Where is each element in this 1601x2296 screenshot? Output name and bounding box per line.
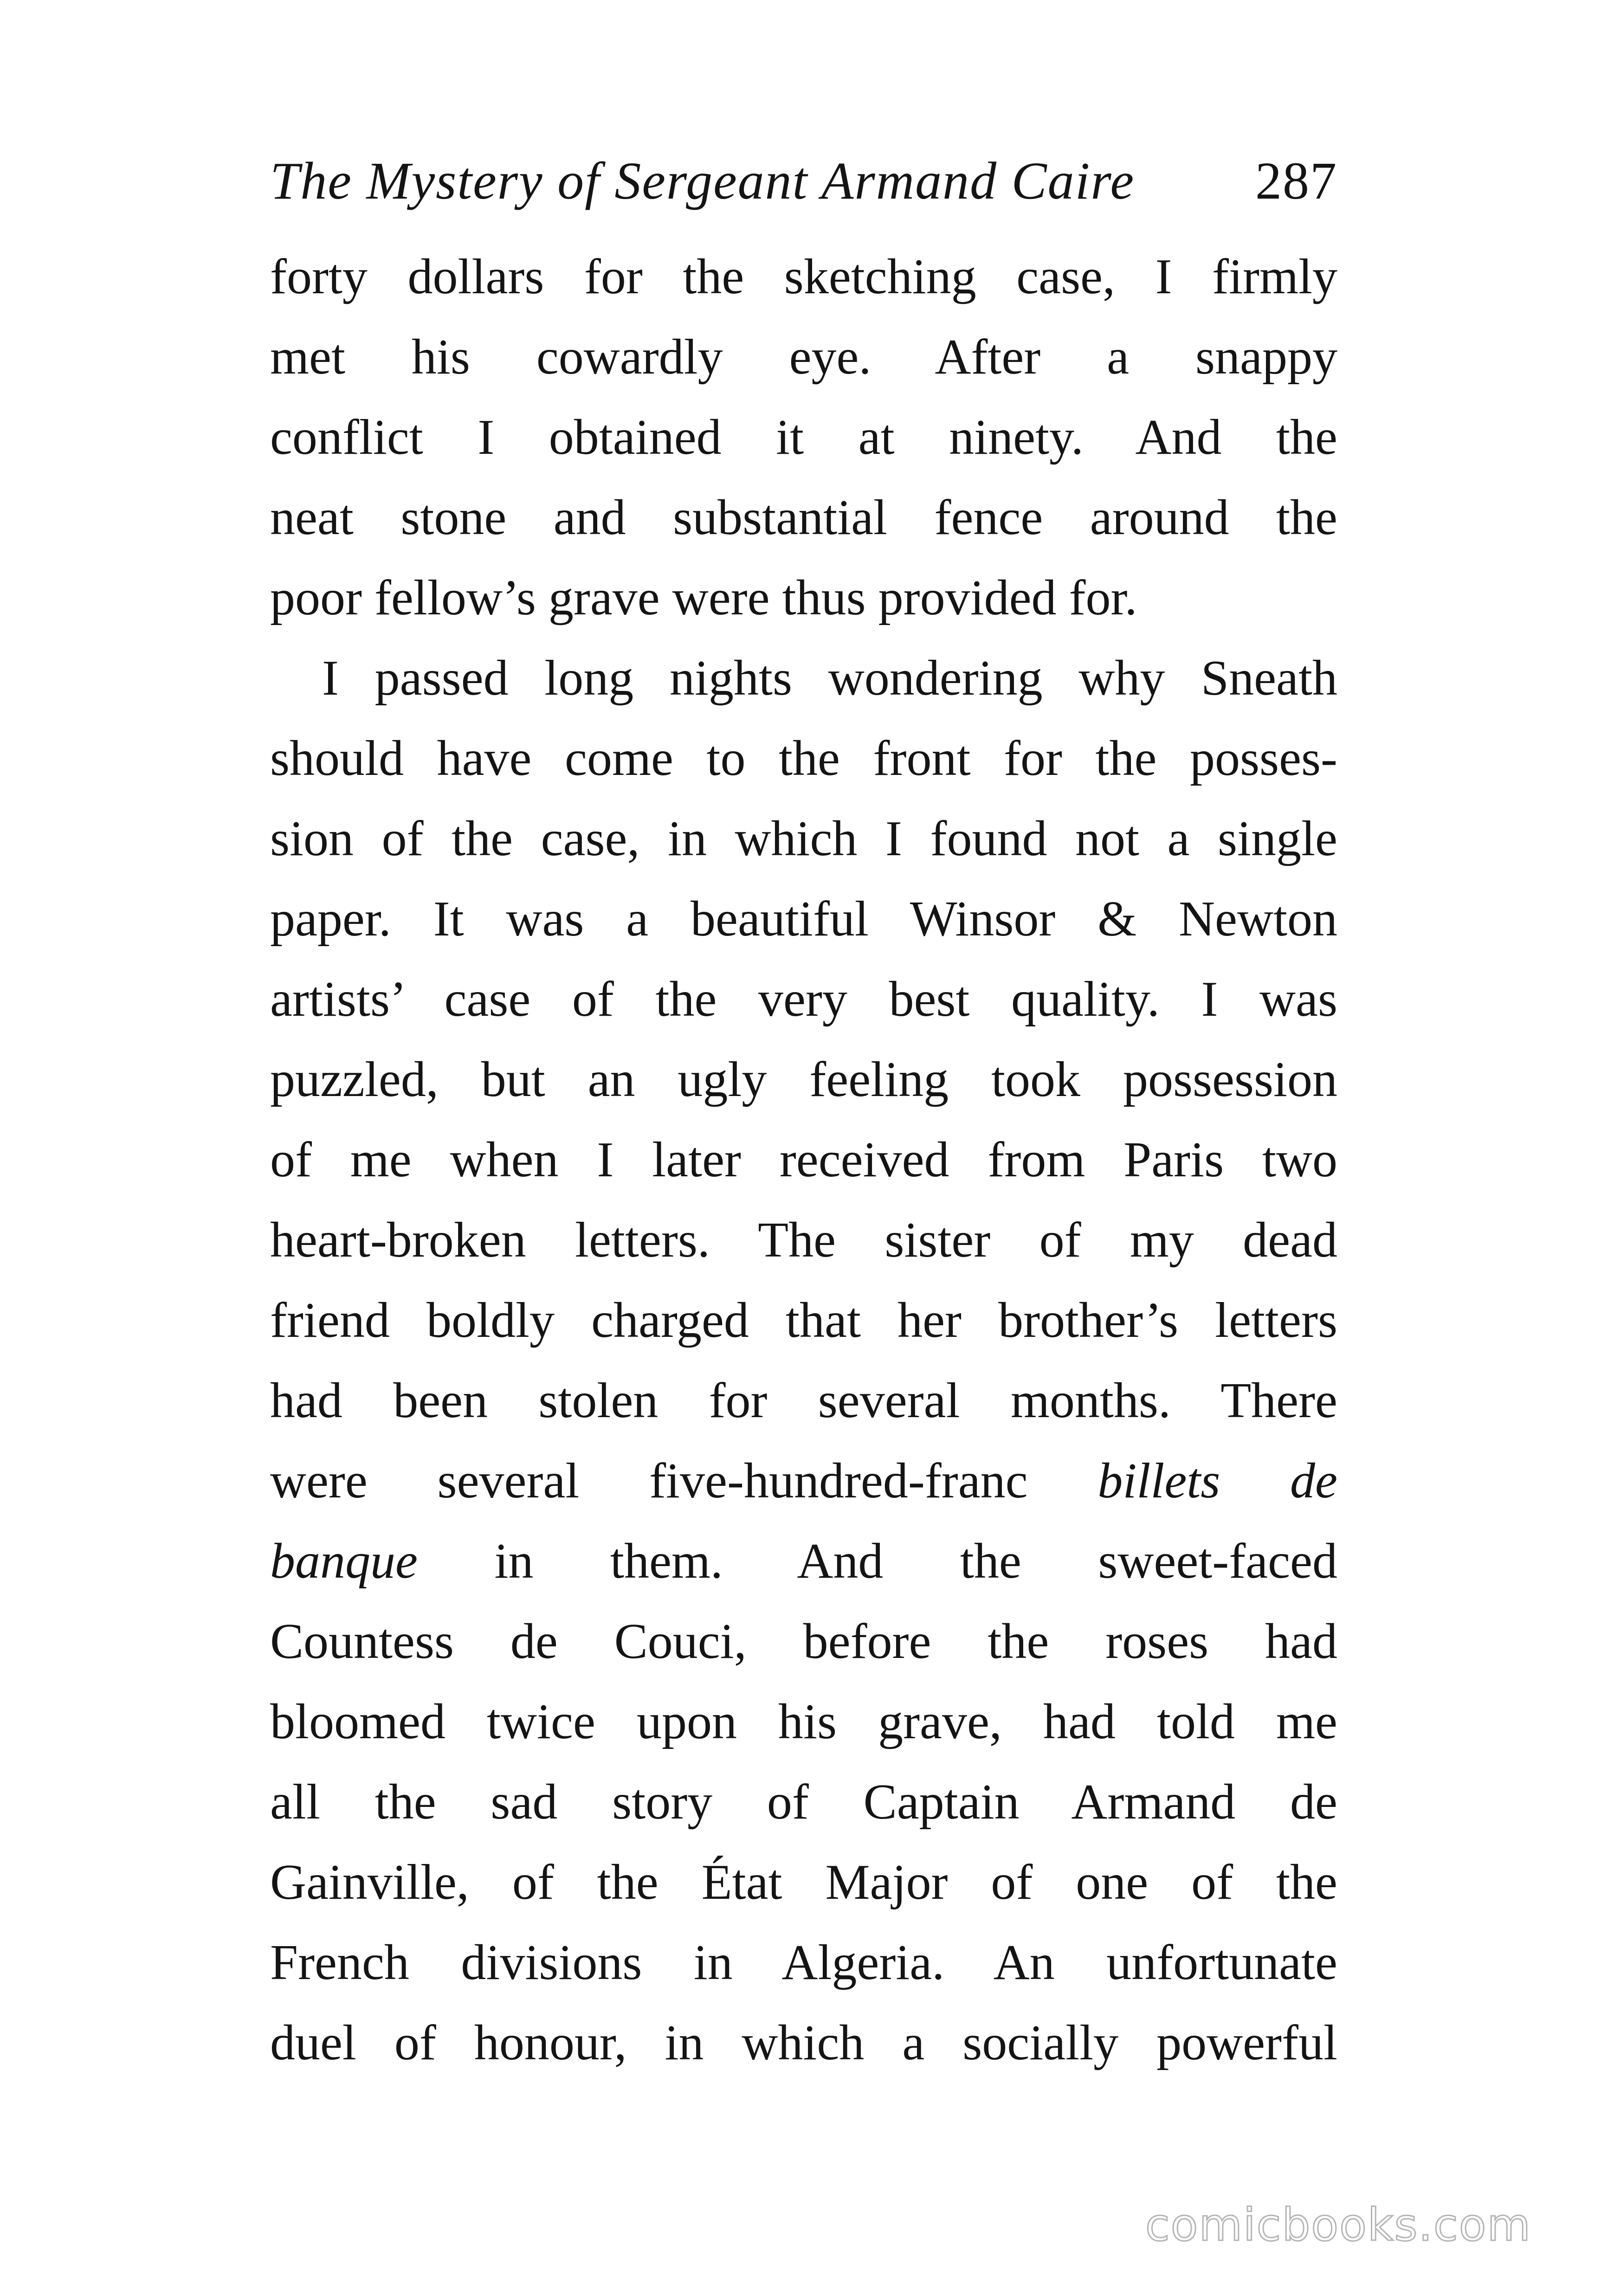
text-line: sion of the case, in which I found not a single: [270, 811, 1337, 866]
text-line: duel of honour, in which a socially powerful: [270, 2015, 1337, 2070]
text-line: Countess de Couci, before the roses had: [270, 1614, 1337, 1669]
running-head: [270, 139, 1337, 223]
text-line: puzzled, but an ugly feeling took possession: [270, 1052, 1337, 1107]
paragraph-first-line: I passed long nights wondering why Sneath: [322, 651, 1337, 706]
text-line: French divisions in Algeria. An unfortunate: [270, 1935, 1337, 1990]
page-number: 287: [1255, 151, 1337, 210]
running-head-title: The Mystery of Sergeant Armand Caire: [270, 151, 1135, 210]
text-line: paper. It was a beautiful Winsor & Newton: [270, 891, 1337, 947]
text-line: bloomed twice upon his grave, had told me: [270, 1694, 1337, 1749]
text-line: [270, 1521, 1337, 1601]
text-line: [270, 1441, 1337, 1521]
text-line: forty dollars for the sketching case, I firmly: [270, 249, 1337, 304]
body-text: [270, 237, 1337, 2083]
text-line: friend boldly charged that her brother’s letters: [270, 1293, 1337, 1348]
text-line: heart-broken letters. The sister of my dead: [270, 1212, 1337, 1268]
text-line: conflict I obtained it at ninety. And the: [270, 410, 1337, 465]
text-line: should have come to the front for the posses-: [270, 731, 1337, 786]
text-line: poor fellow’s grave were thus provided for.: [270, 570, 1137, 626]
text-line: all the sad story of Captain Armand de: [270, 1774, 1337, 1830]
text-line: of me when I later received from Paris two: [270, 1132, 1337, 1187]
text-line: Gainville, of the État Major of one of the: [270, 1855, 1337, 1910]
text-line: met his cowardly eye. After a snappy: [270, 329, 1337, 385]
italic-phrase: billets de: [1097, 1453, 1337, 1509]
text-segment: were several five-hundred-franc: [270, 1453, 1028, 1509]
text-line: neat stone and substantial fence around the: [270, 490, 1337, 545]
italic-phrase: banque: [270, 1534, 418, 1589]
text-segment: in them. And the sweet-faced: [494, 1534, 1337, 1589]
text-line: had been stolen for several months. There: [270, 1373, 1337, 1428]
site-watermark: comicbooks.com: [1145, 2199, 1531, 2251]
text-line: artists’ case of the very best quality. I was: [270, 972, 1337, 1027]
